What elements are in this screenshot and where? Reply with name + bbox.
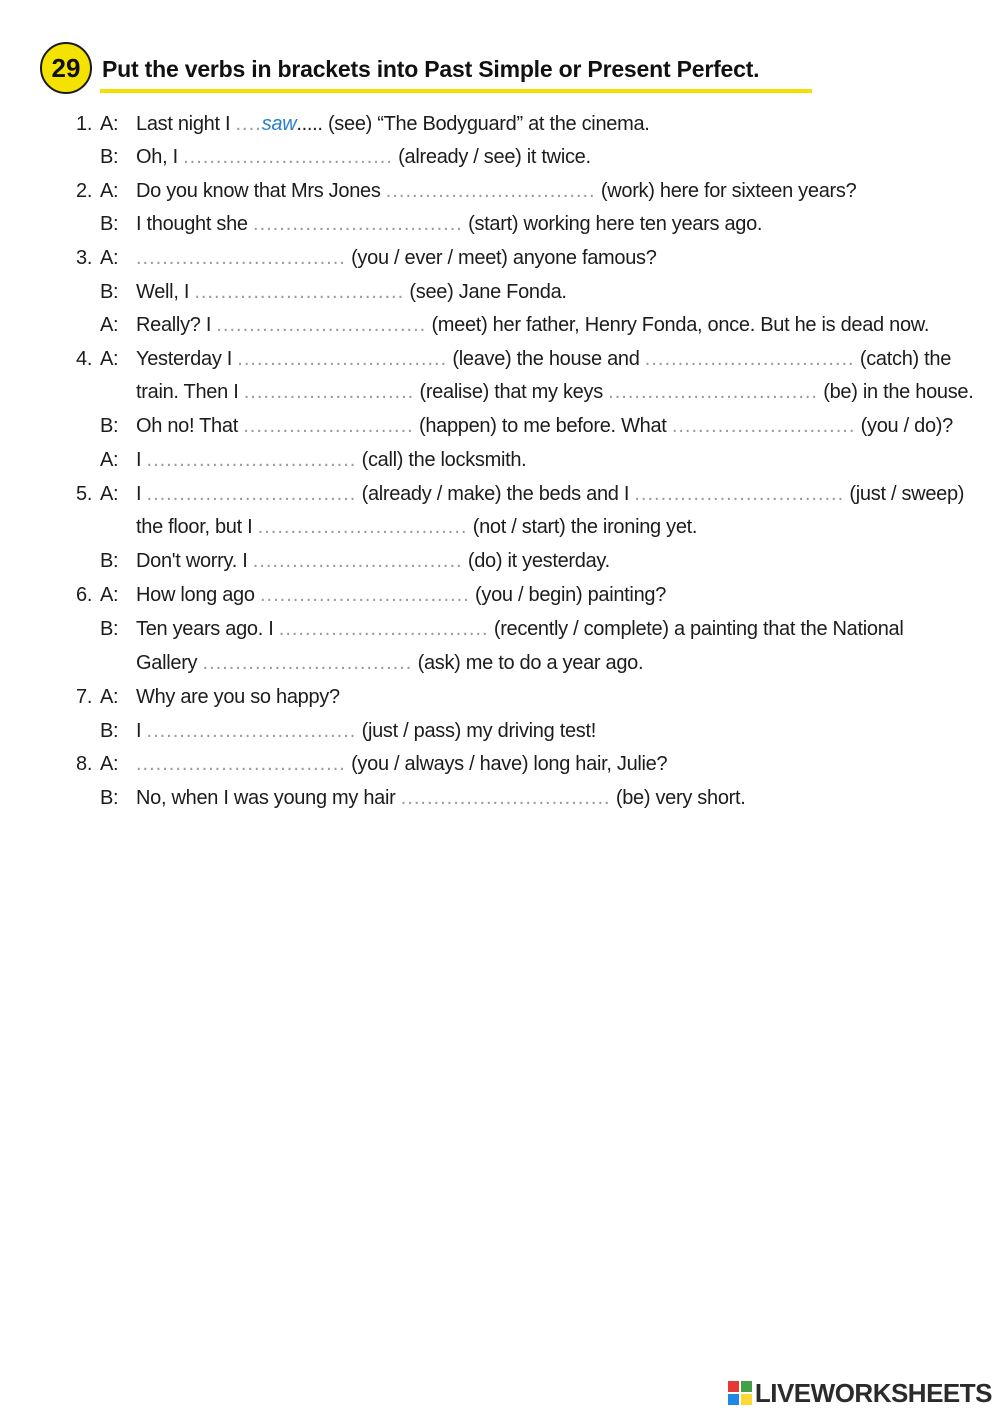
answer-blank[interactable]: .......................... <box>243 381 415 403</box>
dialogue-fragment: (do) it yesterday. <box>462 550 610 572</box>
dialogue-text <box>136 648 643 678</box>
dialogue-text <box>136 377 974 407</box>
dialogue-fragment: (just / pass) my driving test! <box>356 720 596 742</box>
item-number: 1. <box>76 113 93 135</box>
speaker-label: B: <box>100 415 119 437</box>
dialogue-fragment: train. Then I <box>136 381 244 403</box>
dialogue-fragment: I <box>136 483 147 505</box>
item-number: 8. <box>76 753 93 775</box>
dialogue-fragment: the floor, but I <box>136 516 258 538</box>
dialogue-fragment: (meet) her father, Henry Fonda, once. But he is dead now. <box>426 314 930 336</box>
answer-blank[interactable]: .......................... <box>243 415 414 437</box>
answer-blank[interactable]: ................................ <box>385 180 596 202</box>
liveworksheets-logo-text: LIVEWORKSHEETS <box>754 1377 992 1408</box>
dialogue-text <box>136 344 951 374</box>
speaker-label: B: <box>100 720 119 742</box>
dialogue-fragment: Yesterday I <box>136 348 238 370</box>
dialogue-text <box>136 142 591 172</box>
dialogue-text <box>136 783 746 813</box>
dialogue-fragment: ..... (see) “The Bodyguard” at the cinema. <box>296 113 650 135</box>
dialogue-text <box>136 512 697 542</box>
answer-blank[interactable]: ................................ <box>400 787 611 809</box>
answer-blank[interactable]: ................................ <box>194 281 405 303</box>
dialogue-fragment: (already / see) it twice. <box>392 146 591 168</box>
logo-square-blue <box>728 1394 739 1405</box>
dialogue-fragment: (not / start) the ironing yet. <box>467 516 698 538</box>
answer-blank[interactable]: ................................ <box>252 550 463 572</box>
dialogue-fragment: I thought she <box>136 213 254 235</box>
dialogue-fragment: No, when I was young my hair <box>136 787 401 809</box>
answer-blank[interactable]: ................................ <box>253 213 463 235</box>
dialogue-text <box>136 682 340 712</box>
answer-blank[interactable]: ................................ <box>183 146 393 168</box>
item-number: 3. <box>76 247 93 269</box>
dialogue-fragment: (you / ever / meet) anyone famous? <box>345 247 657 269</box>
dialogue-fragment: (you / always / have) long hair, Julie? <box>345 753 668 775</box>
item-number: 7. <box>76 686 93 708</box>
answer-blank[interactable]: ................................ <box>202 652 413 674</box>
speaker-label: A: <box>100 584 119 606</box>
dialogue-fragment: Ten years ago. I <box>136 618 279 640</box>
dialogue-fragment: (you / begin) painting? <box>469 584 667 606</box>
dialogue-fragment: (start) working here ten years ago. <box>462 213 763 235</box>
speaker-label: B: <box>100 550 119 572</box>
dialogue-fragment: (you / do)? <box>855 415 953 437</box>
dialogue-fragment: I <box>136 720 147 742</box>
dialogue-fragment: (realise) that my keys <box>414 381 609 403</box>
dialogue-text <box>136 749 667 779</box>
dialogue-text <box>136 243 657 273</box>
dialogue-fragment: (ask) me to do a year ago. <box>412 652 644 674</box>
dialogue-fragment: (be) in the house. <box>817 381 974 403</box>
dialogue-fragment: (leave) the house and <box>447 348 645 370</box>
speaker-label: A: <box>100 113 119 135</box>
dialogue-text <box>136 580 666 610</box>
exercise-title: Put the verbs in brackets into Past Simple or Present Perfect. <box>102 56 760 82</box>
dialogue-text <box>136 445 526 475</box>
dialogue-fragment: (recently / complete) a painting that the National <box>488 618 904 640</box>
item-number: 4. <box>76 348 93 370</box>
dialogue-fragment: Gallery <box>136 652 203 674</box>
answer-blank[interactable]: ................................ <box>278 618 489 640</box>
speaker-label: A: <box>100 686 119 708</box>
answer-blank[interactable]: ................................ <box>216 314 427 336</box>
item-number: 5. <box>76 483 93 505</box>
speaker-label: B: <box>100 213 119 235</box>
dialogue-text <box>136 546 610 576</box>
exercise-header <box>40 42 780 98</box>
answer-blank[interactable]: ................................ <box>259 584 470 606</box>
dialogue-fragment: Why are you so happy? <box>136 686 340 708</box>
answer-blank[interactable]: ................................ <box>608 381 818 403</box>
answer-blank[interactable]: ................................ <box>146 720 357 742</box>
answer-blank[interactable]: ............................ <box>671 415 856 437</box>
speaker-label: B: <box>100 618 119 640</box>
speaker-label: A: <box>100 247 119 269</box>
dialogue-fragment: Oh no! That <box>136 415 244 437</box>
dialogue-fragment: Do you know that Mrs Jones <box>136 180 386 202</box>
speaker-label: A: <box>100 180 119 202</box>
speaker-label: B: <box>100 146 119 168</box>
answer-blank[interactable]: ................................ <box>136 247 346 269</box>
speaker-label: A: <box>100 483 119 505</box>
dialogue-fragment: (see) Jane Fonda. <box>404 281 567 303</box>
dialogue-text <box>136 614 904 644</box>
liveworksheets-logo <box>728 1378 992 1408</box>
dialogue-text <box>136 277 567 307</box>
dialogue-text <box>136 479 964 509</box>
example-answer: saw <box>261 113 297 135</box>
dialogue-fragment: (work) here for sixteen years? <box>595 180 857 202</box>
logo-square-red <box>728 1381 739 1392</box>
answer-blank[interactable]: ................................ <box>644 348 855 370</box>
speaker-label: A: <box>100 348 119 370</box>
title-highlight-underline <box>100 89 812 93</box>
speaker-label: B: <box>100 281 119 303</box>
dialogue-fragment: Don't worry. I <box>136 550 253 572</box>
dialogue-text <box>136 176 856 206</box>
dialogue-text <box>136 310 929 340</box>
dialogue-text <box>136 716 596 746</box>
answer-blank[interactable]: ................................ <box>237 348 448 370</box>
dialogue-fragment: I <box>136 449 147 471</box>
item-number: 2. <box>76 180 93 202</box>
dialogue-fragment: (call) the locksmith. <box>356 449 527 471</box>
answer-blank[interactable]: ................................ <box>257 516 468 538</box>
dialogue-fragment: Oh, I <box>136 146 184 168</box>
liveworksheets-logo-icon <box>728 1381 752 1405</box>
dialogue-fragment: (already / make) the beds and I <box>356 483 635 505</box>
dialogue-fragment: Well, I <box>136 281 195 303</box>
dialogue-text <box>136 411 953 441</box>
dialogue-fragment: (happen) to me before. What <box>413 415 672 437</box>
item-number: 6. <box>76 584 93 606</box>
dialogue-fragment: How long ago <box>136 584 260 606</box>
speaker-label: B: <box>100 787 119 809</box>
answer-blank[interactable]: ................................ <box>136 753 346 775</box>
dialogue-fragment: Last night I <box>136 113 236 135</box>
exercise-number-badge: 29 <box>40 42 92 94</box>
answer-blank[interactable]: ................................ <box>634 483 845 505</box>
logo-square-green <box>741 1381 752 1392</box>
logo-square-yellow <box>741 1394 752 1405</box>
dialogue-fragment: Really? I <box>136 314 217 336</box>
speaker-label: A: <box>100 314 119 336</box>
dialogue-fragment: (catch) the <box>854 348 952 370</box>
answer-blank[interactable]: ................................ <box>146 483 357 505</box>
speaker-label: A: <box>100 449 119 471</box>
answer-blank[interactable]: ................................ <box>146 449 357 471</box>
dialogue-fragment: (just / sweep) <box>844 483 965 505</box>
answer-blank[interactable]: .... <box>235 113 262 135</box>
dialogue-text <box>136 209 762 239</box>
dialogue-text <box>136 109 650 139</box>
speaker-label: A: <box>100 753 119 775</box>
dialogue-fragment: (be) very short. <box>610 787 746 809</box>
